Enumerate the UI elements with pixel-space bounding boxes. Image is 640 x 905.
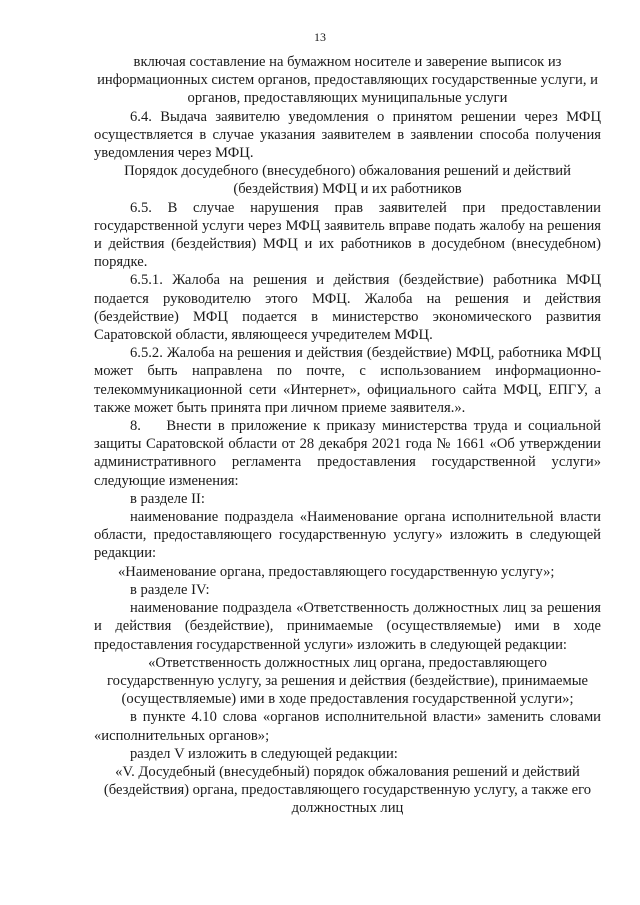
page-number: 13 [314, 30, 326, 44]
paragraph-subsection-name: наименование подраздела «Наименование органа исполнительной власти области, предоставляющего государственную услугу» изложить в следующей редакции: [94, 509, 601, 562]
paragraph-4-10: в пункте 4.10 слова «органов исполнительной власти» заменить словами «исполнительных органов»; [94, 709, 601, 744]
paragraph-section-v-title: «V. Досудебный (внесудебный) порядок обжалования решений и действий (бездействия) органа, предоставляющего государственную услугу, а также его должностных лиц [103, 763, 592, 817]
paragraph-8: 8. Внести в приложение к приказу министерства труда и социальной защиты Саратовской области от 28 декабря 2021 года № 1661 «Об утверждении административного регламента предоставления государственной услуги» следующие изменения: [94, 418, 605, 489]
document-body [94, 53, 605, 818]
paragraph-6-5-2: 6.5.2. Жалоба на решения и действия (бездействие) МФЦ, работника МФЦ может быть направлена по почте, с использованием информационно-телекоммуникационной сети «Интернет», официального сайта МФЦ, ЕПГУ, а также может быть принята при личном приеме заявителя.». [94, 345, 601, 416]
paragraph-responsibility-name: наименование подраздела «Ответственность должностных лиц за решения и действия (бездействие), принимаемые (осуществляемые) ими в ходе предоставления государственной услуги» изложить в следующей редакции: [94, 600, 601, 653]
paragraph-6-4: 6.4. Выдача заявителю уведомления о принятом решении через МФЦ осуществляется в случае указания заявителем в заявлении способа получения уведомления через МФЦ. [94, 108, 601, 162]
paragraph-continuation: включая составление на бумажном носителе и заверение выписок из информационных систем органов, предоставляющих государственные услуги, и органов, предоставляющих муниципальные услуги [97, 54, 598, 107]
paragraph-section-ii: в разделе II: [130, 490, 205, 507]
paragraph-new-name: «Наименование органа, предоставляющего государственную услугу»; [118, 563, 555, 580]
paragraph-responsibility-new: «Ответственность должностных лиц органа, предоставляющего государственную услугу, за решения и действия (бездействие), принимаемые (осуществляемые) ими в ходе предоставления государственной услуги»; [107, 654, 588, 708]
paragraph-6-5: 6.5. В случае нарушения прав заявителей при предоставлении государственной услуги через МФЦ заявитель вправе подать жалобу на решения и действия (бездействия) МФЦ и их работников в досудебном (внесудебном) порядке. [94, 199, 601, 271]
paragraph-section-v: раздел V изложить в следующей редакции: [130, 745, 398, 762]
paragraph-6-5-1: 6.5.1. Жалоба на решения и действия (бездействие) работника МФЦ подается руководителю этого МФЦ. Жалоба на решения и действия (бездействие) МФЦ подается в министерство экономического развития Саратовской области, являющееся учредителем МФЦ. [94, 272, 601, 344]
paragraph-section-iv: в разделе IV: [130, 581, 210, 598]
section-heading-appeal: Порядок досудебного (внесудебного) обжалования решений и действий (бездействия) МФЦ и их работников [124, 163, 571, 198]
